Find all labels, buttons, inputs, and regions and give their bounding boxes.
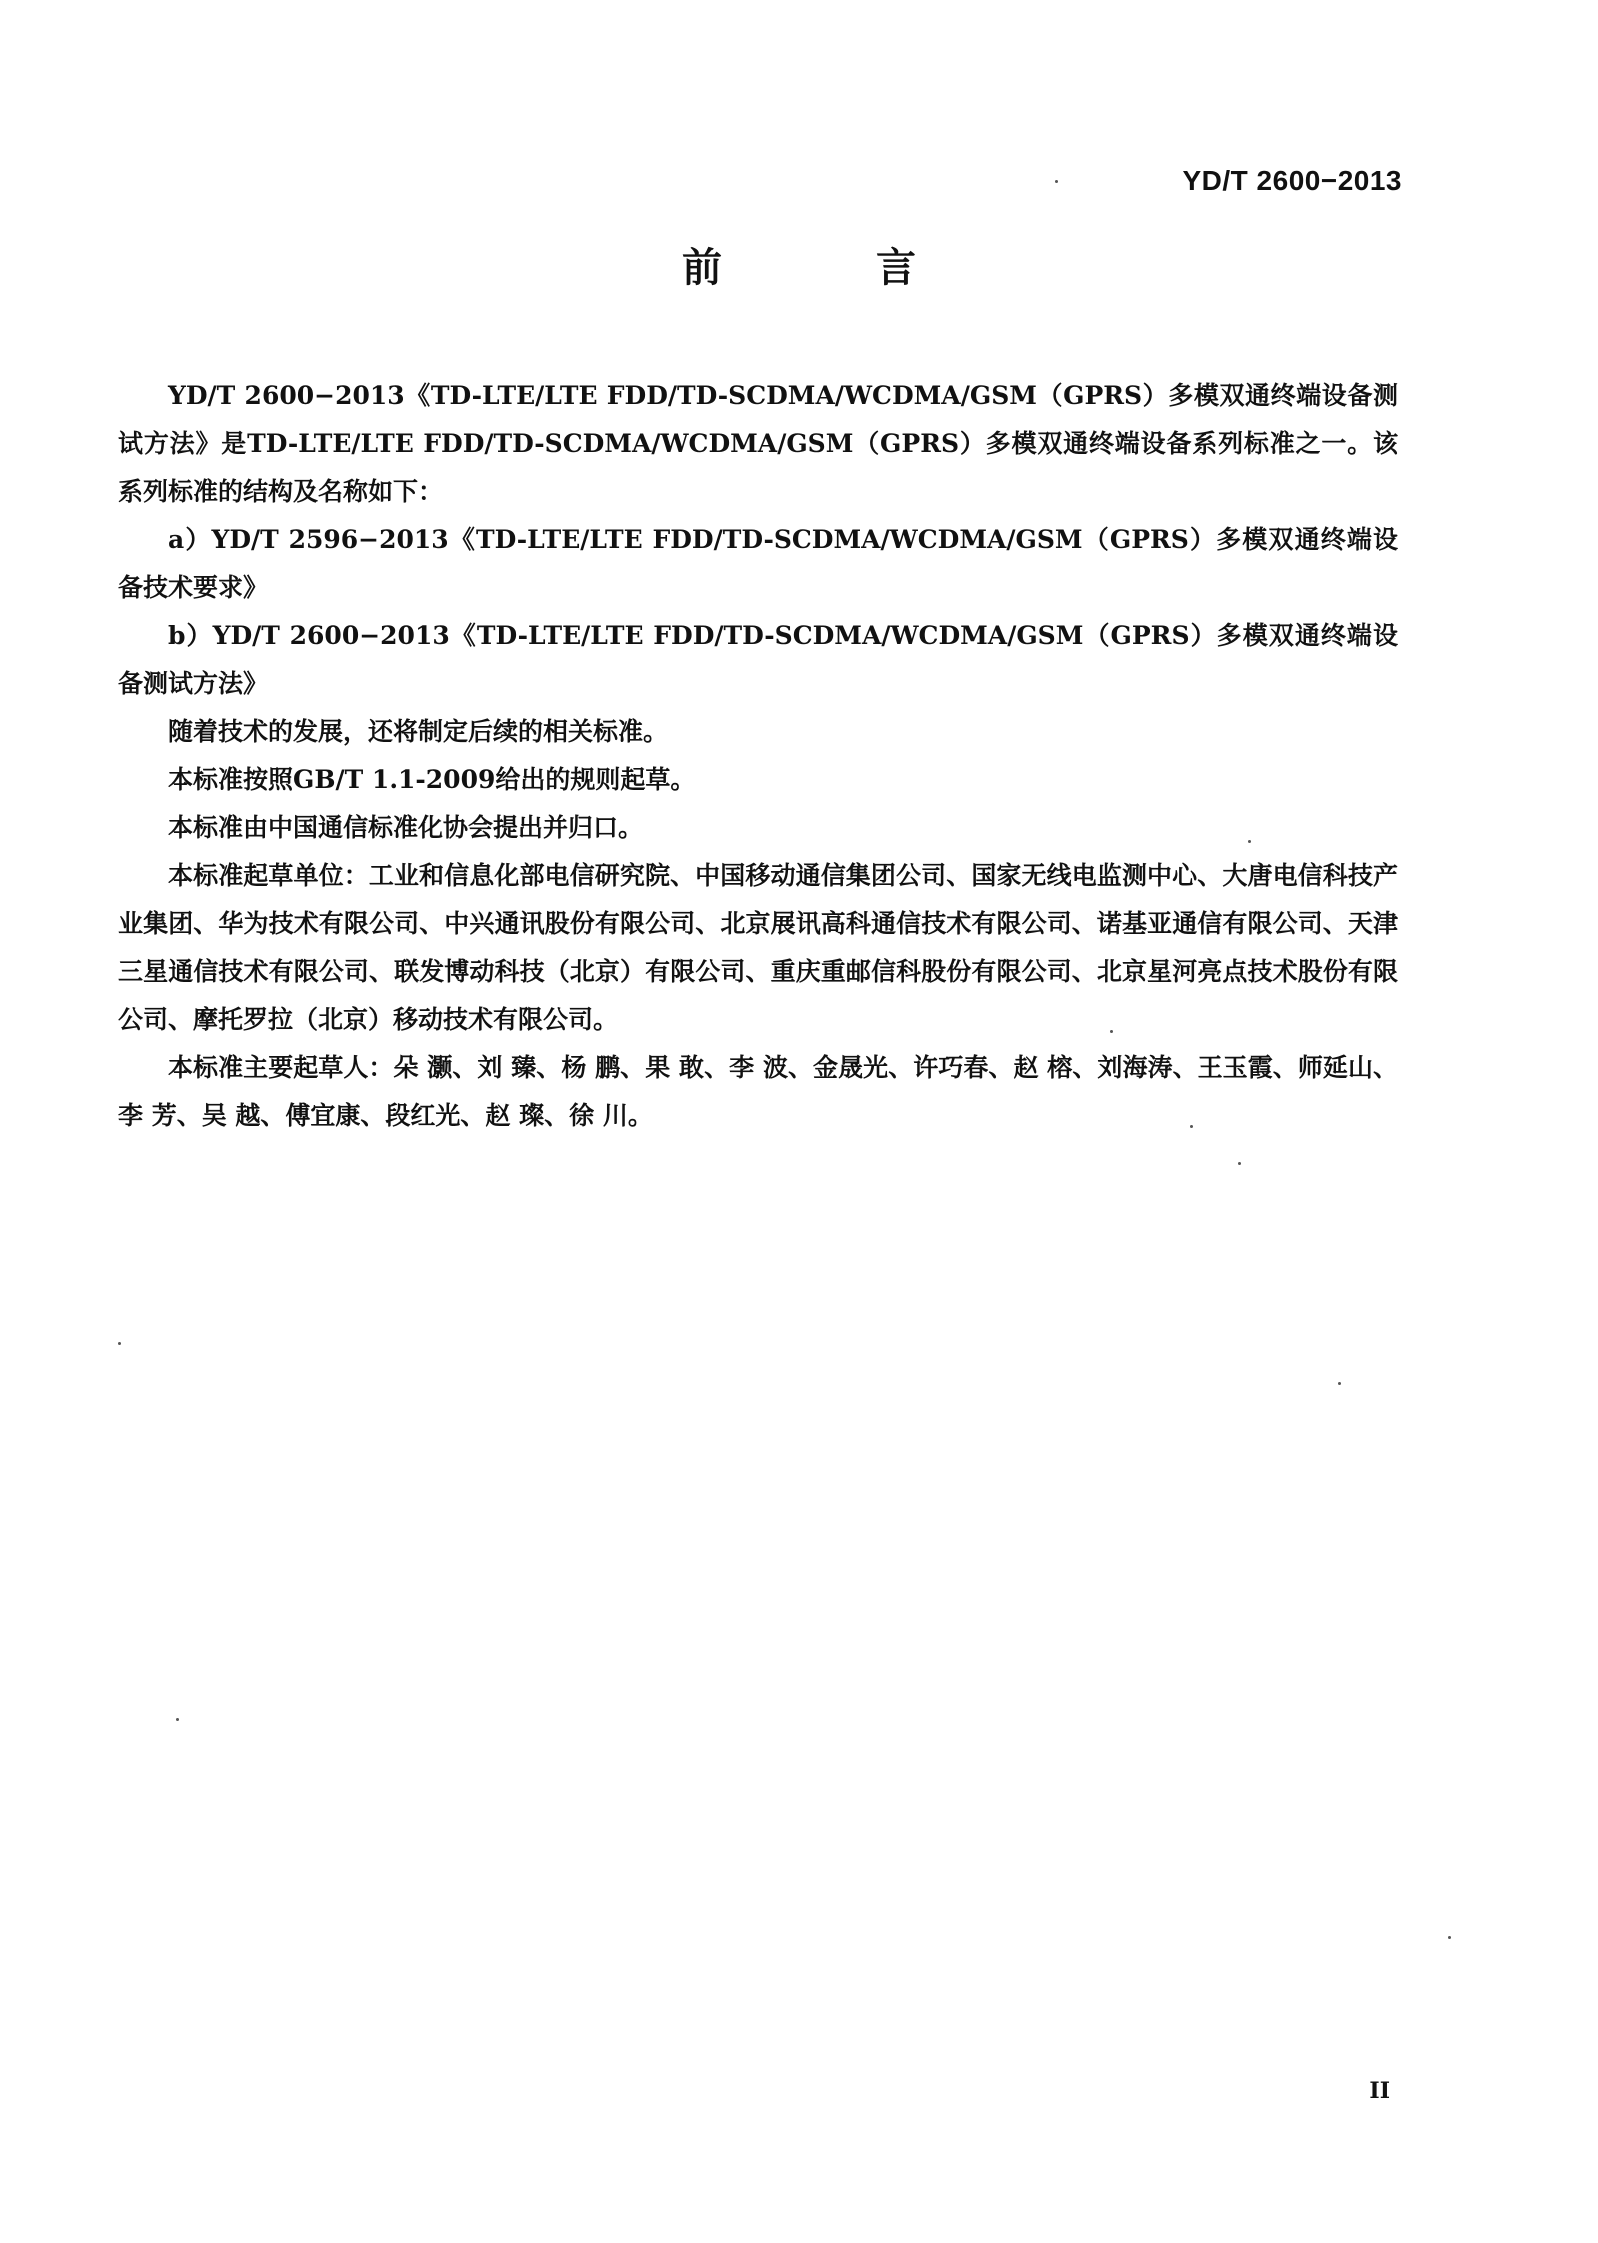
paragraph-drafters: 本标准主要起草人：朵 灏、刘 臻、杨 鹏、果 敢、李 波、金晟光、许巧春、赵 榕、刘海涛、王玉霞、师延山、李 芳、吴 越、傅宜康、段红光、赵 璨、徐 川。 [118, 1053, 1398, 1130]
scan-speck [176, 1718, 179, 1721]
page-title: 前 言 [682, 245, 986, 291]
page-number: II [1369, 2078, 1390, 2104]
paragraph-future-standards: 随着技术的发展，还将制定后续的相关标准。 [168, 717, 669, 746]
paragraph-item-a: a）YD/T 2596−2013《TD-LTE/LTE FDD/TD-SCDMA/WCDMA/GSM（GPRS）多模双通终端设备技术要求》 [118, 525, 1398, 602]
scan-speck [1110, 1030, 1113, 1033]
scan-speck [1448, 1936, 1451, 1939]
scan-speck [1190, 1125, 1193, 1128]
scan-speck [118, 1342, 121, 1345]
scan-speck [1248, 840, 1251, 843]
scan-speck [1055, 180, 1058, 183]
foreword-body [118, 372, 1398, 1140]
paragraph-drafting-units: 本标准起草单位：工业和信息化部电信研究院、中国移动通信集团公司、国家无线电监测中心、大唐电信科技产业集团、华为技术有限公司、中兴通讯股份有限公司、北京展讯高科通信技术有限公司、诺基亚通信有限公司、天津三星通信技术有限公司、联发博动科技（北京）有限公司、重庆重邮信科股份有限公司、北京星河亮点技术股份有限公司、摩托罗拉（北京）移动技术有限公司。 [118, 861, 1398, 1034]
scan-speck [1238, 1162, 1241, 1165]
paragraph-item-b: b）YD/T 2600−2013《TD-LTE/LTE FDD/TD-SCDMA/WCDMA/GSM（GPRS）多模双通终端设备测试方法》 [118, 621, 1398, 698]
paragraph-proposer: 本标准由中国通信标准化协会提出并归口。 [168, 813, 644, 842]
paragraph-drafting-rules: 本标准按照GB/T 1.1-2009给出的规则起草。 [168, 765, 696, 794]
scan-speck [1338, 1382, 1341, 1385]
standard-number-header: YD/T 2600−2013 [1182, 165, 1402, 196]
paragraph-intro: YD/T 2600−2013《TD-LTE/LTE FDD/TD-SCDMA/WCDMA/GSM（GPRS）多模双通终端设备测试方法》是TD-LTE/LTE FDD/TD-SCDMA/WCDMA/GSM（GPRS）多模双通终端设备系列标准之一。该系列标准的结构及名称如下： [118, 381, 1398, 506]
